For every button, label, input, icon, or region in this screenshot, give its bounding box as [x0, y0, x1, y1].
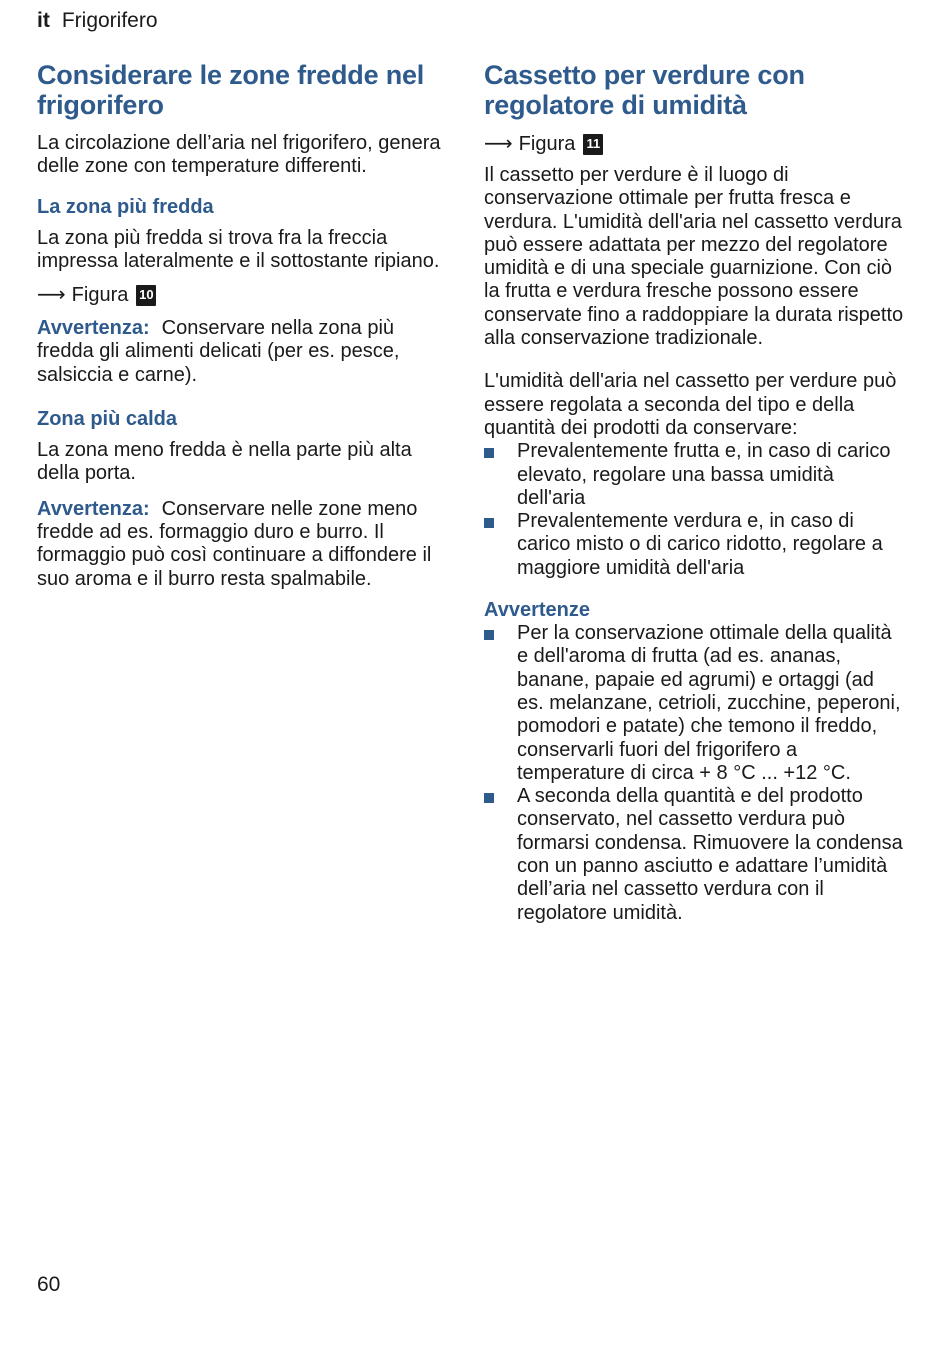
arrow-right-icon: ⟶ [484, 133, 513, 155]
cold-zones-title: Considerare le zone fredde nel frigorifero [37, 60, 425, 120]
page-header [37, 8, 158, 34]
right-column [484, 60, 904, 937]
vegetable-drawer-description: Il cassetto per verdure è il luogo di conservazione ottimale per frutta fresca e verdura. L'umidità dell'aria nel cassetto verdura può essere adattata per mezzo del regolatore umidità e di una speciale guarnizione. Con ciò la frutta e verdura fresche possono essere conservate fino a raddoppiare la durata rispetto alla conservazione tradizionale. [484, 164, 904, 350]
page-number: 60 [37, 1273, 61, 1296]
square-bullet-icon [484, 518, 494, 528]
list-item: Prevalentemente verdura e, in caso di carico misto o di carico ridotto, regolare a maggiore umidità dell'aria [484, 510, 904, 580]
left-column [37, 60, 447, 601]
list-item: Per la conservazione ottimale della qualità e dell'aroma di frutta (ad es. ananas, banane, papaie ed agrumi) e ortaggi (ad es. melanzane, cetrioli, zucchine, peperoni, pomodori e patate) che temono il freddo, conservarli fuori del frigorifero a temperature di circa + 8 °C ... +12 °C. [484, 622, 904, 785]
figure-number-badge: 10 [136, 285, 156, 306]
note-label: Avvertenza: [37, 497, 150, 520]
arrow-right-icon: ⟶ [37, 284, 66, 307]
figure-reference-10 [37, 283, 447, 307]
warmest-zone-heading: Zona più calda [37, 408, 178, 431]
list-item: A seconda della quantità e del prodotto conservato, nel cassetto verdura può formarsi condensa. Rimuovere la condensa con un panno asciutto e adattare l’umidità dell’aria nel cassetto verdura con il regolatore umidità. [484, 785, 904, 925]
figure-number-badge: 11 [583, 134, 603, 155]
note-text: Conservare nella zona più fredda gli alimenti delicati (per es. pesce, salsiccia e carne). [37, 317, 400, 386]
humidity-adjustment-text: L'umidità dell'aria nel cassetto per verdure può essere regolata a seconda del tipo e della quantità dei prodotti da conservare: [484, 370, 897, 439]
warmest-zone-note [37, 498, 447, 591]
humidity-settings-list [484, 440, 904, 580]
list-item: Prevalentemente frutta e, in caso di carico elevato, regolare una bassa umidità dell'aria [484, 440, 904, 510]
language-code: it [37, 9, 50, 32]
notes-heading: Avvertenze [484, 599, 590, 622]
square-bullet-icon [484, 793, 494, 803]
note-text: Conservare nelle zone meno fredde ad es. formaggio duro e burro. Il formaggio può così continuare a diffondere il suo aroma e il burro resta spalmabile. [37, 497, 432, 590]
coldest-zone-text: La zona più fredda si trova fra la freccia impressa lateralmente e il sottostante ripiano. [37, 226, 440, 272]
square-bullet-icon [484, 448, 494, 458]
vegetable-drawer-title: Cassetto per verdure con regolatore di umidità [484, 60, 805, 120]
figure-label: Figura [71, 284, 129, 307]
section-title: Frigorifero [61, 9, 158, 32]
square-bullet-icon [484, 630, 494, 640]
warmest-zone-text: La zona meno fredda è nella parte più alta della porta. [37, 439, 412, 485]
note-label: Avvertenza: [37, 317, 150, 340]
figure-label: Figura [518, 133, 576, 155]
figure-reference-11 [484, 132, 904, 156]
notes-list [484, 622, 904, 925]
cold-zones-intro: La circolazione dell’aria nel frigorifero, genera delle zone con temperature differenti. [37, 132, 441, 178]
coldest-zone-note [37, 317, 447, 387]
coldest-zone-heading: La zona più fredda [37, 195, 214, 218]
